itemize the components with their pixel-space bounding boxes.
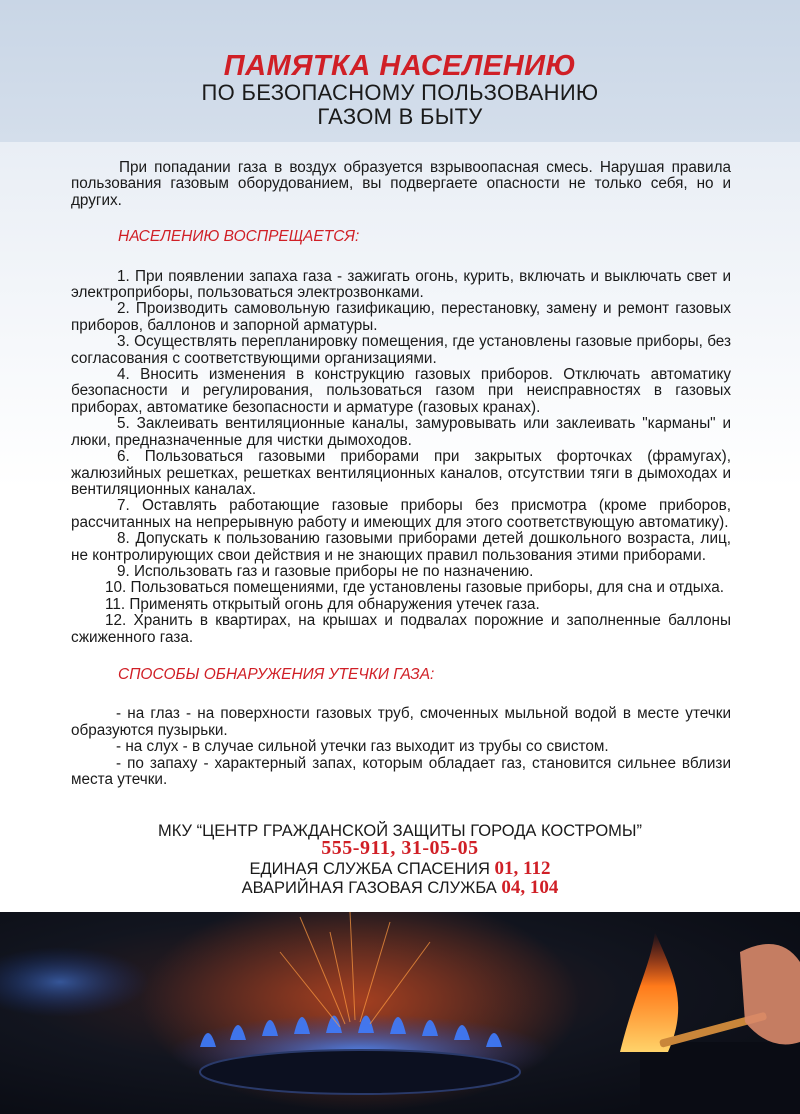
prohibited-list xyxy=(71,269,731,646)
list-item: - по запаху - характерный запах, которым обладает газ, становится сильнее вблизи места утечки. xyxy=(71,754,731,788)
org-name: МКУ “ЦЕНТР ГРАЖДАНСКОЙ ЗАЩИТЫ ГОРОДА КОСТРОМЫ” xyxy=(157,822,642,840)
detection-list xyxy=(71,706,731,788)
prohibited-heading: НАСЕЛЕНИЮ ВОСПРЕЩАЕТСЯ: xyxy=(118,228,360,246)
list-item: 9. Использовать газ и газовые приборы не по назначению. xyxy=(117,562,534,580)
memo-body xyxy=(71,160,731,788)
list-item: 4. Вносить изменения в конструкцию газовых приборов. Отключать автоматику безопасности и регулирования, пользоваться газом при неисправностях в газовых приборах, автоматике безопасности и арматуре (газовых кранах). xyxy=(71,366,731,416)
list-item: 1. При появлении запаха газа - зажигать огонь, курить, включать и выключать свет и электроприборы, пользоваться электрозвонками. xyxy=(71,267,731,302)
page-title: ПАМЯТКА НАСЕЛЕНИЮ xyxy=(223,50,577,82)
list-item: 8. Допускать к пользованию газовыми приборами детей дошкольного возраста, лиц, не контролирующих свои действия и не знающих правил пользования этими приборами. xyxy=(71,530,731,564)
list-item: 10. Пользоваться помещениями, где установлены газовые приборы, для сна и отдыха. xyxy=(105,579,724,597)
list-item: 2. Производить самовольную газификацию, перестановку, замену и ремонт газовых приборов, баллонов и запорной арматуры. xyxy=(71,300,731,334)
gas-burner-flame-image xyxy=(0,912,800,1114)
gas-flame-photo xyxy=(0,912,800,1114)
rescue-service-phones: 01, 112 xyxy=(494,858,551,879)
list-item: 3. Осуществлять перепланировку помещения, где установлены газовые приборы, без согласования с соответствующими организациями. xyxy=(71,333,731,367)
gas-service-label: АВАРИЙНАЯ ГАЗОВАЯ СЛУЖБА xyxy=(241,879,497,897)
list-item: 5. Заклеивать вентиляционные каналы, замуровывать или заклеивать "карманы" и люки, предназначенные для чистки дымоходов. xyxy=(71,415,731,449)
list-item: 7. Оставлять работающие газовые приборы без присмотра (кроме приборов, рассчитанных на непрерывную работу и имеющих для этого соответствующую автоматику). xyxy=(71,497,731,531)
gas-service-line xyxy=(0,878,800,898)
rescue-service-label: ЕДИНАЯ СЛУЖБА СПАСЕНИЯ xyxy=(249,860,490,878)
intro-paragraph: При попадании газа в воздух образуется взрывоопасная смесь. Нарушая правила пользования газовым оборудованием, вы подвергаете опасности не только себя, но и других. xyxy=(71,159,731,209)
page-subtitle-line2: ГАЗОМ В БЫТУ xyxy=(317,104,483,129)
gas-service-phones: 04, 104 xyxy=(501,877,559,898)
header-banner xyxy=(0,0,800,142)
match-flame-image xyxy=(620,932,678,1052)
list-item: 11. Применять открытый огонь для обнаружения утечек газа. xyxy=(105,595,540,613)
list-item: 12. Хранить в квартирах, на крышах и подвалах порожние и заполненные баллоны сжиженного газа. xyxy=(71,612,731,646)
page-subtitle-line1: ПО БЕЗОПАСНОМУ ПОЛЬЗОВАНИЮ xyxy=(201,80,599,105)
org-phones: 555-911, 31-05-05 xyxy=(321,837,479,859)
list-item: 6. Пользоваться газовыми приборами при закрытых форточках (фрамугах), жалюзийных решетках, решетках вентиляционных каналов, отсутствии тяги в дымоходах и вентиляционных каналах. xyxy=(71,448,731,498)
list-item: - на глаз - на поверхности газовых труб, смоченных мыльной водой в месте утечки образуются пузырьки. xyxy=(71,705,731,739)
detection-heading: СПОСОБЫ ОБНАРУЖЕНИЯ УТЕЧКИ ГАЗА: xyxy=(118,665,435,683)
list-item: - на слух - в случае сильной утечки газ выходит из трубы со свистом. xyxy=(116,738,609,756)
rescue-service-line xyxy=(0,859,800,879)
